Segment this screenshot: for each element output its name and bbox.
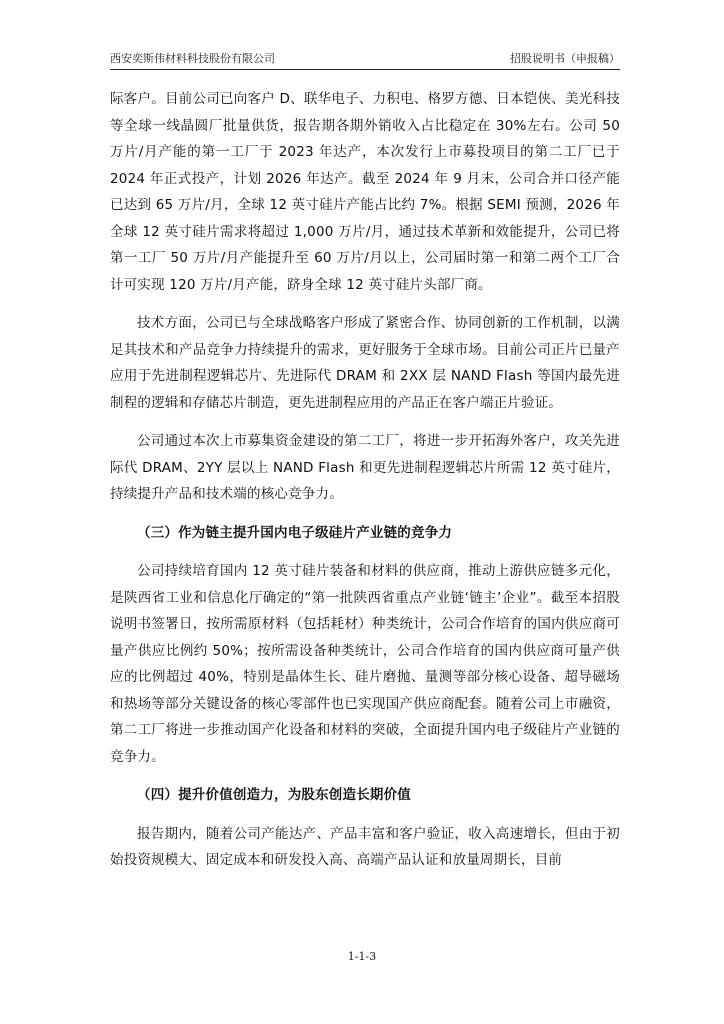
page-header [110, 50, 620, 70]
paragraph-2: 技术方面，公司已与全球战略客户形成了紧密合作、协同创新的工作机制，以满足其技术和产品竞争力持续提升的需求，更好服务于全球市场。目前公司正片已量产应用于先进制程逻辑芯片、先进际代 DRAM 和 2XX 层 NAND Flash 等国内最先进制程的逻辑和存储芯片制造，更先进制程应用的产品正在客户端正片验证。 [110, 315, 620, 411]
paragraph-1: 际客户。目前公司已向客户 D、联华电子、力积电、格罗方德、日本铠侠、美光科技等全球一线晶圆厂批量供货，报告期各期外销收入占比稳定在 30%左右。公司 50 万片/月产能的第一工厂于 2023 年达产，本次发行上市募投项目的第二工厂已于 2024 年正式投产，计划 2026 年达产。截至 2024 年 9 月末，公司合并口径产能已达到 65 万片/月，全球 12 英寸硅片产能占比约 7%。根据 SEMI 预测，2026 年全球 12 英寸硅片需求将超过 1,000 万片/月，通过技术革新和效能提升，公司已将第一工厂 50 万片/月产能提升至 60 万片/月以上，公司届时第一和第二两个工厂合计可实现 120 万片/月产能，跻身全球 12 英寸硅片头部厂商。 [110, 91, 620, 293]
section-heading-4: （四）提升价值创造力，为股东创造长期价值 [137, 787, 411, 803]
document-title: 招股说明书（申报稿） [510, 52, 620, 65]
company-name: 西安奕斯伟材料科技股份有限公司 [110, 52, 275, 65]
page-number: 1-1-3 [347, 950, 377, 963]
paragraph-5: 报告期内，随着公司产能达产、产品丰富和客户验证，收入高速增长，但由于初始投资规模大、固定成本和研发投入高、高端产品认证和放量周期长，目前 [110, 825, 620, 868]
paragraph-4: 公司持续培育国内 12 英寸硅片装备和材料的供应商，推动上游供应链多元化，是陕西省工业和信息化厅确定的“第一批陕西省重点产业链‘链主’企业”。截至本招股说明书签署日，按所需原材料（包括耗材）种类统计，公司合作培育的国内供应商可量产供应比例约 50%；按所需设备种类统计，公司合作培育的国内供应商可量产供应的比例超过 40%，特别是晶体生长、硅片磨抛、量测等部分核心设备、超导磁场和热场等部分关键设备的核心零部件也已实现国产供应商配套。随着公司上市融资，第二工厂将进一步推动国产化设备和材料的突破，全面提升国内电子级硅片产业链的竞争力。 [110, 563, 620, 765]
page-body [110, 86, 620, 886]
paragraph-3: 公司通过本次上市募集资金建设的第二工厂，将进一步开拓海外客户，攻关先进际代 DRAM、2YY 层以上 NAND Flash 和更先进制程逻辑芯片所需 12 英寸硅片，持续提升产品和技术端的核心竞争力。 [110, 433, 620, 502]
section-heading-3: （三）作为链主提升国内电子级硅片产业链的竞争力 [137, 524, 453, 541]
